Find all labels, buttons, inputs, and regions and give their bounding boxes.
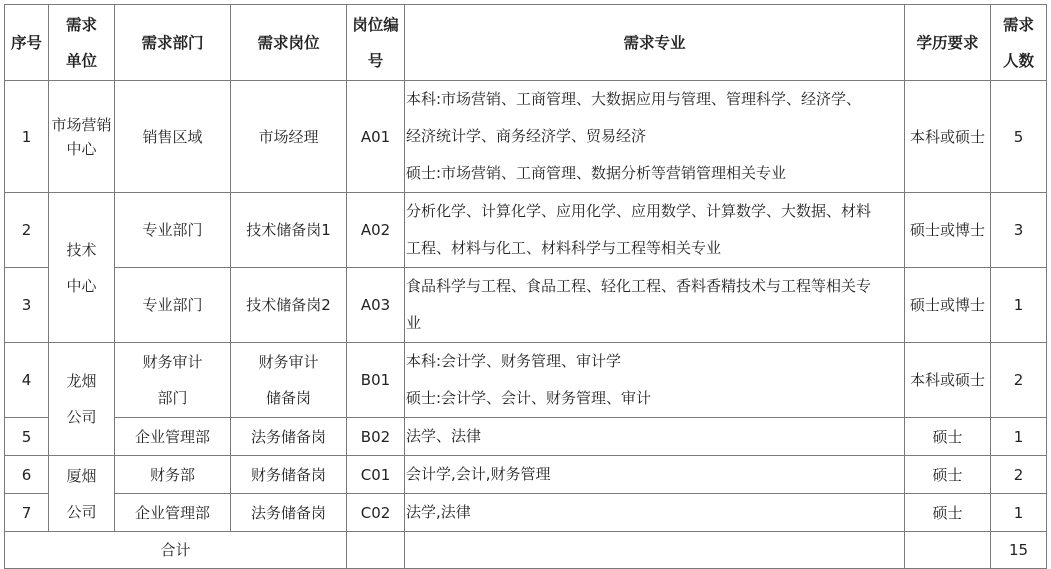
cell-count: 2: [991, 456, 1047, 494]
table-header-row: [5, 5, 1047, 81]
cell-edu: 硕士: [905, 456, 991, 494]
header-count: [991, 5, 1047, 81]
total-row: [5, 532, 1047, 569]
cell-code: B02: [347, 418, 405, 456]
unit-line: 中心: [66, 276, 97, 295]
unit-line: 龙烟: [66, 372, 97, 390]
header-post: 需求岗位: [231, 5, 347, 81]
cell-dept: 专业部门: [115, 193, 231, 268]
header-edu: 学历要求: [905, 5, 991, 81]
cell-count: 1: [991, 418, 1047, 456]
cell-post: 技术储备岗1: [231, 193, 347, 268]
cell-edu: 硕士或博士: [905, 193, 991, 268]
cell-dept: 企业管理部: [115, 418, 231, 456]
total-empty-cell: [405, 532, 905, 569]
cell-count: 3: [991, 193, 1047, 268]
cell-unit-tech: [49, 193, 115, 343]
cell-dept: [115, 343, 231, 418]
cell-dept: 企业管理部: [115, 494, 231, 532]
cell-unit-market: [49, 81, 115, 193]
cell-major: [405, 343, 905, 418]
cell-seq: 6: [5, 456, 49, 494]
post-line: 储备岗: [265, 389, 311, 407]
cell-post: 财务储备岗: [231, 456, 347, 494]
table-row: [5, 456, 1047, 494]
header-unit: [49, 5, 115, 81]
header-code: [347, 5, 405, 81]
cell-post: 法务储备岗: [231, 494, 347, 532]
major-line: 本科:市场营销、工商管理、大数据应用与管理、管理科学、经济学、: [406, 90, 862, 108]
major-line: 分析化学、计算化学、应用化学、应用数学、计算数学、大数据、材料: [406, 202, 872, 220]
total-count: 15: [991, 532, 1047, 569]
total-label: 合计: [5, 532, 347, 569]
cell-edu: 硕士: [905, 494, 991, 532]
header-unit-line: 单位: [65, 51, 97, 70]
cell-count: 1: [991, 268, 1047, 343]
cell-edu: 本科或硕士: [905, 343, 991, 418]
major-line: 本科:会计学、财务管理、审计学: [406, 352, 622, 370]
total-empty-cell: [347, 532, 405, 569]
unit-line: 公司: [66, 502, 97, 521]
cell-post: 法务储备岗: [231, 418, 347, 456]
header-count-line: 需求: [1002, 15, 1034, 34]
major-line: 硕士:会计学、会计、财务管理、审计: [406, 389, 652, 407]
dept-line: 财务审计: [142, 353, 203, 371]
cell-code: A01: [347, 81, 405, 193]
header-count-line: 人数: [1002, 51, 1034, 70]
header-code-line: 号: [367, 51, 384, 70]
cell-edu: 硕士或博士: [905, 268, 991, 343]
cell-post: 市场经理: [231, 81, 347, 193]
cell-dept: 财务部: [115, 456, 231, 494]
table-row: [5, 81, 1047, 193]
cell-unit-longyan: [49, 343, 115, 456]
major-line: 硕士:市场营销、工商管理、数据分析等营销管理相关专业: [406, 164, 787, 182]
header-unit-line: 需求: [65, 15, 97, 34]
cell-count: 5: [991, 81, 1047, 193]
dept-line: 部门: [157, 389, 188, 407]
cell-dept: 专业部门: [115, 268, 231, 343]
cell-major: 法学,法律: [405, 494, 905, 532]
cell-edu: 硕士: [905, 418, 991, 456]
major-line: 经济统计学、商务经济学、贸易经济: [406, 127, 647, 145]
cell-seq: 1: [5, 81, 49, 193]
cell-dept: 销售区域: [115, 81, 231, 193]
cell-major: 会计学,会计,财务管理: [405, 456, 905, 494]
header-major: 需求专业: [405, 5, 905, 81]
cell-seq: 4: [5, 343, 49, 418]
total-empty-cell: [905, 532, 991, 569]
cell-seq: 2: [5, 193, 49, 268]
cell-seq: 3: [5, 268, 49, 343]
unit-line: 技术: [66, 240, 97, 259]
cell-code: A02: [347, 193, 405, 268]
cell-major: [405, 81, 905, 193]
cell-unit-xiayan: [49, 456, 115, 532]
unit-line: 厦烟: [66, 466, 97, 485]
cell-post: 技术储备岗2: [231, 268, 347, 343]
table-row: [5, 418, 1047, 456]
cell-code: A03: [347, 268, 405, 343]
major-line: 工程、材料与化工、材料科学与工程等相关专业: [406, 239, 722, 257]
unit-line: 市场营销: [51, 115, 112, 134]
table-row: [5, 494, 1047, 532]
table-row: [5, 193, 1047, 268]
cell-count: 1: [991, 494, 1047, 532]
cell-major: [405, 193, 905, 268]
cell-code: C02: [347, 494, 405, 532]
major-line: 食品科学与工程、食品工程、轻化工程、香料香精技术与工程等相关专: [406, 277, 872, 295]
cell-count: 2: [991, 343, 1047, 418]
cell-seq: 5: [5, 418, 49, 456]
cell-code: C01: [347, 456, 405, 494]
unit-line: 公司: [66, 408, 97, 426]
cell-code: B01: [347, 343, 405, 418]
major-line: 业: [406, 314, 422, 332]
cell-seq: 7: [5, 494, 49, 532]
table-row: [5, 268, 1047, 343]
unit-line: 中心: [66, 139, 97, 158]
cell-major: 法学、法律: [405, 418, 905, 456]
recruitment-table: [4, 4, 1047, 569]
header-seq: 序号: [5, 5, 49, 81]
table-row: [5, 343, 1047, 418]
header-code-line: 岗位编: [352, 15, 399, 34]
cell-edu: 本科或硕士: [905, 81, 991, 193]
header-dept: 需求部门: [115, 5, 231, 81]
cell-post: [231, 343, 347, 418]
post-line: 财务审计: [258, 353, 319, 371]
cell-major: [405, 268, 905, 343]
